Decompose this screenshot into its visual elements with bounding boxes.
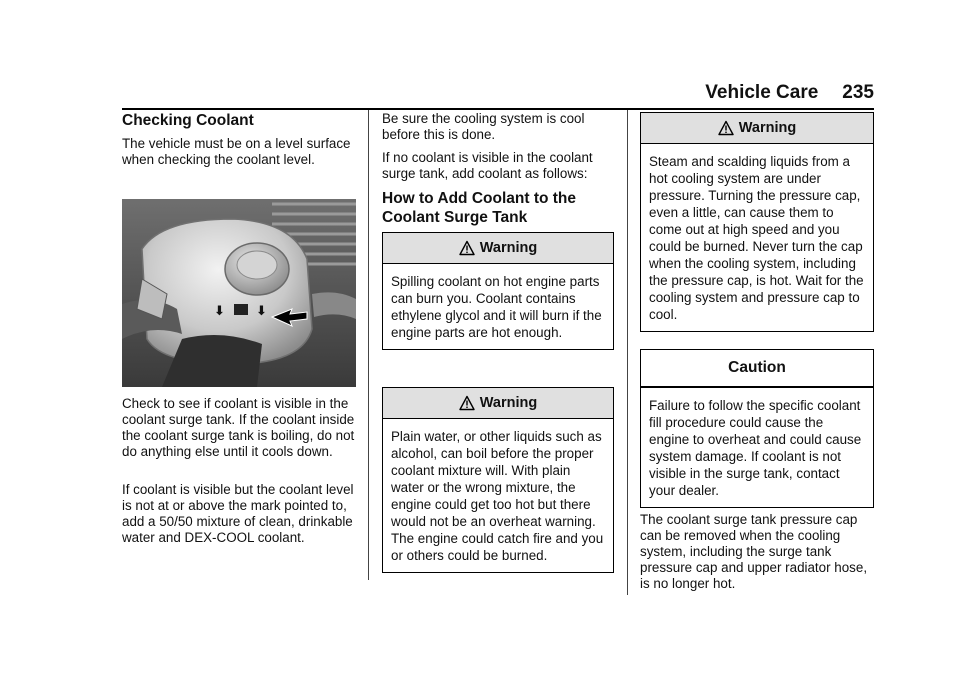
warning-title: Warning [479, 240, 538, 256]
section-heading: Checking Coolant [122, 112, 254, 129]
column-separator [368, 110, 369, 580]
coolant-tank-photo [122, 199, 356, 387]
svg-text:⬇: ⬇ [214, 304, 225, 319]
warning-box [382, 232, 614, 350]
warning-header [383, 388, 613, 419]
warning-icon [718, 120, 734, 136]
caution-title: Caution [728, 359, 786, 376]
warning-icon [459, 240, 475, 256]
svg-text:⬇: ⬇ [256, 304, 267, 319]
column-separator [627, 110, 628, 595]
paragraph: The coolant surge tank pressure cap can be removed when the cooling system, including the surge tank pressure cap and upper radiator hose, is no longer hot. [640, 512, 868, 591]
paragraph: Be sure the cooling system is cool before this is done. [382, 111, 585, 142]
paragraph: If no coolant is visible in the coolant surge tank, add coolant as follows: [382, 150, 593, 181]
warning-title: Warning [738, 120, 797, 136]
caution-body: Failure to follow the specific coolant fill procedure could cause the engine to overheat and could cause system damage. If coolant is not visible in the surge tank, contact your dealer. [641, 387, 873, 507]
intro-paragraph: The vehicle must be on a level surface when checking the coolant level. [122, 136, 351, 167]
warning-box [640, 112, 874, 332]
page-number: 235 [842, 82, 874, 103]
subsection-heading: How to Add Coolant to the Coolant Surge Tank [382, 190, 576, 226]
warning-header [383, 233, 613, 264]
caution-header [641, 350, 873, 387]
header-rule [122, 108, 874, 110]
paragraph: If coolant is visible but the coolant level is not at or above the mark pointed to, add a 50/50 mixture of clean, drinkable water and DEX-COOL coolant. [122, 482, 354, 545]
page-header [705, 82, 874, 104]
warning-body: Steam and scalding liquids from a hot cooling system are under pressure. Turning the pressure cap, even a little, can cause them to come out at high speed and you could be burned. Never turn the cap when the cooling system, including the pressure cap, is hot. Wait for the cooling system and pressure cap to cool. [649, 154, 864, 322]
paragraph: Check to see if coolant is visible in the coolant surge tank. If the coolant inside the coolant surge tank is boiling, do not do anything else until it cools down. [122, 396, 355, 459]
warning-body: Plain water, or other liquids such as alcohol, can boil before the proper coolant mixture will. With plain water or the wrong mixture, the engine could get too hot but there would not be an overheat warning. The engine could catch fire and you or others could be burned. [391, 429, 604, 563]
warning-body: Spilling coolant on hot engine parts can burn you. Coolant contains ethylene glycol and it will burn if the engine parts are hot enough. [391, 274, 602, 340]
warning-icon [459, 395, 475, 411]
warning-title: Warning [479, 395, 538, 411]
caution-box [640, 349, 874, 508]
warning-box [382, 387, 614, 573]
warning-header [641, 113, 873, 144]
section-title: Vehicle Care [705, 82, 819, 103]
